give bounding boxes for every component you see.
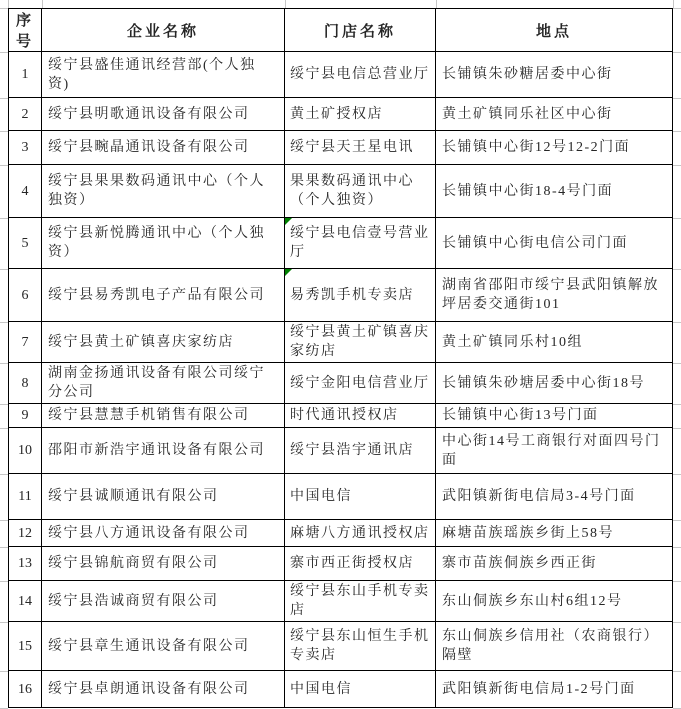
sheet-gridline [0, 474, 8, 475]
cell-no[interactable]: 8 [9, 363, 42, 404]
sheet-gridline [0, 363, 8, 364]
cell-no[interactable]: 4 [9, 165, 42, 218]
cell-company[interactable]: 绥宁县盛佳通讯经营部(个人独资) [42, 52, 285, 98]
cell-store[interactable] [285, 218, 436, 269]
cell-location[interactable]: 长铺镇朱砂塘居委中心街18号 [436, 363, 673, 404]
cell-location[interactable]: 武阳镇新街电信局3-4号门面 [436, 474, 673, 520]
sheet-gridline [436, 0, 437, 8]
cell-no[interactable]: 16 [9, 671, 42, 708]
table-row [9, 322, 673, 363]
table-row [9, 520, 673, 547]
cell-no[interactable]: 15 [9, 622, 42, 671]
error-indicator-icon [285, 269, 292, 276]
sheet-gridline [0, 581, 8, 582]
sheet-gridline [285, 0, 286, 8]
sheet-gridline [0, 98, 8, 99]
sheet-gridline [673, 269, 681, 270]
cell-location[interactable]: 麻塘苗族瑶族乡街上58号 [436, 520, 673, 547]
sheet-gridline [0, 131, 8, 132]
cell-store[interactable]: 中国电信 [285, 474, 436, 520]
cell-store[interactable]: 寨市西正街授权店 [285, 547, 436, 581]
sheet-gridline [673, 165, 681, 166]
table-row [9, 622, 673, 671]
cell-store[interactable]: 绥宁县东山恒生手机专卖店 [285, 622, 436, 671]
sheet-gridline [0, 520, 8, 521]
cell-location[interactable]: 东山侗族乡信用社（农商银行）隔壁 [436, 622, 673, 671]
cell-no[interactable]: 1 [9, 52, 42, 98]
sheet-gridline [0, 622, 8, 623]
cell-text: 易秀凯手机专卖店 [290, 287, 414, 303]
cell-location[interactable]: 长铺镇中心街18-4号门面 [436, 165, 673, 218]
cell-store[interactable]: 绥宁县东山手机专卖店 [285, 581, 436, 622]
cell-location[interactable]: 武阳镇新街电信局1-2号门面 [436, 671, 673, 708]
column-header-company[interactable]: 企业名称 [42, 9, 285, 52]
table-row [9, 269, 673, 322]
cell-company[interactable]: 绥宁县果果数码通讯中心（个人独资） [42, 165, 285, 218]
sheet-gridline [673, 581, 681, 582]
cell-location[interactable]: 长铺镇中心街电信公司门面 [436, 218, 673, 269]
table-row [9, 363, 673, 404]
cell-location[interactable]: 长铺镇中心街12号12-2门面 [436, 131, 673, 165]
table-row [9, 218, 673, 269]
cell-location[interactable]: 寨市苗族侗族乡西正街 [436, 547, 673, 581]
cell-store[interactable]: 黄土矿授权店 [285, 98, 436, 131]
cell-store[interactable]: 绥宁县天王星电讯 [285, 131, 436, 165]
cell-location[interactable]: 东山侗族乡东山村6组12号 [436, 581, 673, 622]
table-row [9, 428, 673, 474]
sheet-gridline [0, 165, 8, 166]
cell-no[interactable]: 2 [9, 98, 42, 131]
sheet-gridline [673, 622, 681, 623]
sheet-gridline [0, 671, 8, 672]
table-row [9, 547, 673, 581]
cell-company[interactable]: 绥宁县畹晶通讯设备有限公司 [42, 131, 285, 165]
cell-no[interactable]: 3 [9, 131, 42, 165]
column-header-location[interactable]: 地点 [436, 9, 673, 52]
table-row [9, 52, 673, 98]
cell-no[interactable]: 9 [9, 404, 42, 428]
cell-location[interactable]: 长铺镇中心街13号门面 [436, 404, 673, 428]
cell-location[interactable]: 中心街14号工商银行对面四号门面 [436, 428, 673, 474]
sheet-gridline [0, 218, 8, 219]
cell-company[interactable]: 绥宁县诚顺通讯有限公司 [42, 474, 285, 520]
cell-no[interactable]: 7 [9, 322, 42, 363]
sheet-gridline [673, 322, 681, 323]
cell-no[interactable]: 11 [9, 474, 42, 520]
sheet-gridline [0, 404, 8, 405]
sheet-gridline [0, 428, 8, 429]
cell-no[interactable]: 6 [9, 269, 42, 322]
cell-company[interactable]: 湖南金扬通讯设备有限公司绥宁分公司 [42, 363, 285, 404]
table-row [9, 98, 673, 131]
cell-company[interactable]: 绥宁县易秀凯电子产品有限公司 [42, 269, 285, 322]
sheet-gridline [673, 98, 681, 99]
column-header-no[interactable]: 序号 [9, 9, 42, 52]
cell-store[interactable] [285, 269, 436, 322]
sheet-gridline [673, 404, 681, 405]
table-row [9, 165, 673, 218]
cell-no[interactable]: 12 [9, 520, 42, 547]
spreadsheet-area [8, 8, 673, 708]
cell-no[interactable]: 14 [9, 581, 42, 622]
cell-store[interactable]: 绥宁县浩宇通讯店 [285, 428, 436, 474]
sheet-gridline [673, 520, 681, 521]
cell-no[interactable]: 10 [9, 428, 42, 474]
cell-store[interactable]: 绥宁县电信总营业厅 [285, 52, 436, 98]
sheet-gridline [673, 547, 681, 548]
sheet-gridline [0, 8, 8, 9]
cell-location[interactable]: 黄土矿镇同乐社区中心街 [436, 98, 673, 131]
cell-no[interactable]: 13 [9, 547, 42, 581]
sheet-gridline [673, 428, 681, 429]
sheet-gridline [0, 547, 8, 548]
table-row [9, 474, 673, 520]
cell-company[interactable]: 绥宁县八方通讯设备有限公司 [42, 520, 285, 547]
cell-location[interactable]: 黄土矿镇同乐村10组 [436, 322, 673, 363]
sheet-gridline [0, 269, 8, 270]
sheet-gridline [673, 131, 681, 132]
table-row [9, 671, 673, 708]
cell-store[interactable]: 麻塘八方通讯授权店 [285, 520, 436, 547]
cell-company[interactable]: 绥宁县章生通讯设备有限公司 [42, 622, 285, 671]
sheet-gridline [673, 8, 681, 9]
cell-company[interactable]: 绥宁县慧慧手机销售有限公司 [42, 404, 285, 428]
cell-company[interactable]: 绥宁县新悦腾通讯中心（个人独资） [42, 218, 285, 269]
cell-store[interactable]: 中国电信 [285, 671, 436, 708]
cell-company[interactable]: 绥宁县锦航商贸有限公司 [42, 547, 285, 581]
table-row [9, 404, 673, 428]
table-row [9, 131, 673, 165]
sheet-gridline [8, 0, 9, 8]
cell-location[interactable]: 湖南省邵阳市绥宁县武阳镇解放坪居委交通街101 [436, 269, 673, 322]
sheet-gridline [42, 0, 43, 8]
cell-company[interactable]: 绥宁县浩诚商贸有限公司 [42, 581, 285, 622]
sheet-gridline [673, 671, 681, 672]
sheet-gridline [673, 0, 674, 8]
cell-company[interactable]: 绥宁县明歌通讯设备有限公司 [42, 98, 285, 131]
sheet-gridline [673, 52, 681, 53]
cell-store[interactable]: 绥宁金阳电信营业厅 [285, 363, 436, 404]
column-header-store[interactable]: 门店名称 [285, 9, 436, 52]
cell-no[interactable]: 5 [9, 218, 42, 269]
cell-text: 绥宁县电信壹号营业厅 [290, 226, 430, 260]
cell-company[interactable]: 邵阳市新浩宇通讯设备有限公司 [42, 428, 285, 474]
table-row [9, 581, 673, 622]
cell-store[interactable]: 果果数码通讯中心（个人独资） [285, 165, 436, 218]
cell-location[interactable]: 长铺镇朱砂糖居委中心街 [436, 52, 673, 98]
store-table [8, 8, 673, 708]
error-indicator-icon [285, 218, 292, 225]
sheet-gridline [673, 474, 681, 475]
sheet-gridline [673, 218, 681, 219]
cell-company[interactable]: 绥宁县黄土矿镇喜庆家纺店 [42, 322, 285, 363]
sheet-gridline [673, 363, 681, 364]
table-header-row [9, 9, 673, 52]
cell-store[interactable]: 绥宁县黄土矿镇喜庆家纺店 [285, 322, 436, 363]
sheet-gridline [0, 322, 8, 323]
sheet-gridline [0, 52, 8, 53]
cell-company[interactable]: 绥宁县卓朗通讯设备有限公司 [42, 671, 285, 708]
cell-store[interactable]: 时代通讯授权店 [285, 404, 436, 428]
